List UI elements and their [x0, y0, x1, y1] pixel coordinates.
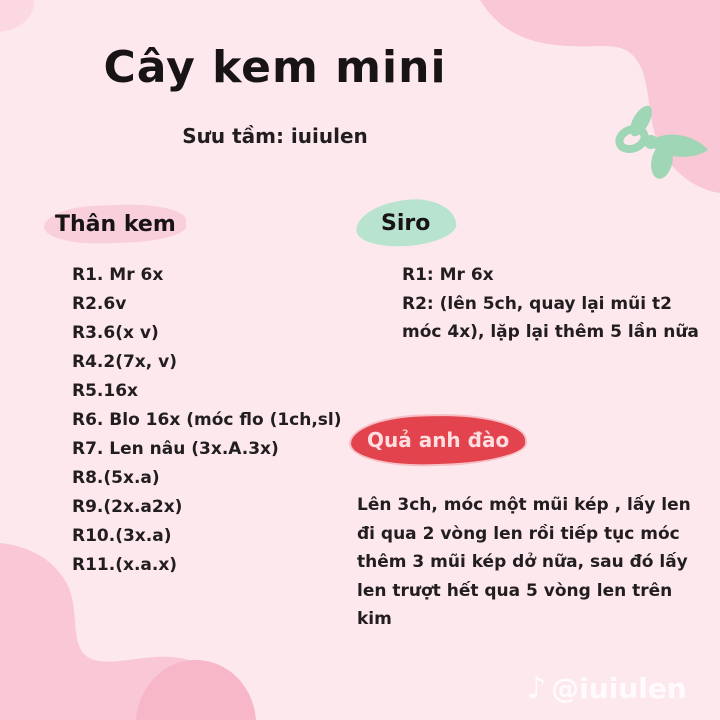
section-title-siro: Siro [381, 210, 431, 236]
pattern-row: R5.16x [72, 381, 138, 401]
tiktok-note-icon: ♪ [527, 670, 547, 706]
pattern-row: R4.2(7x, v) [72, 352, 177, 372]
tiktok-watermark [527, 672, 687, 705]
pattern-row: R1. Mr 6x [72, 265, 164, 285]
section-title-qua-anh-dao: Quả anh đào [366, 428, 510, 452]
blob-top-left [0, 0, 34, 32]
blob-top-right [480, 0, 720, 193]
page-title: Cây kem mini [103, 42, 447, 93]
than-kem-row-list [72, 261, 372, 580]
siro-row-list [402, 261, 702, 347]
qua-anh-dao-instructions: Lên 3ch, móc một mũi kép , lấy len đi qua 2 vòng len rồi tiếp tục móc thêm 3 mũi kép dở nữa, sau đó lấy len trượt hết qua 5 vòng len trên kim [357, 495, 691, 629]
pattern-row: R8.(5x.a) [72, 468, 160, 488]
page-subtitle: Sưu tầm: iuiulen [182, 124, 368, 148]
pattern-row: R10.(3x.a) [72, 526, 172, 546]
pattern-row: R7. Len nâu (3x.A.3x) [72, 439, 279, 459]
pattern-row: R3.6(x v) [72, 323, 159, 343]
pattern-row: R6. Blo 16x (móc flo (1ch,sl) [72, 410, 342, 430]
section-title-than-kem: Thân kem [54, 211, 176, 237]
pattern-row: R2: (lên 5ch, quay lại mũi t2 móc 4x), lặp lại thêm 5 lần nữa [402, 293, 699, 342]
pattern-row: R1: Mr 6x [402, 265, 494, 285]
pattern-row: R9.(2x.a2x) [72, 497, 183, 517]
pattern-row: R2.6v [72, 294, 127, 314]
pattern-row: R11.(x.a.x) [72, 555, 178, 575]
watermark-handle: @iuiulen [551, 672, 687, 705]
